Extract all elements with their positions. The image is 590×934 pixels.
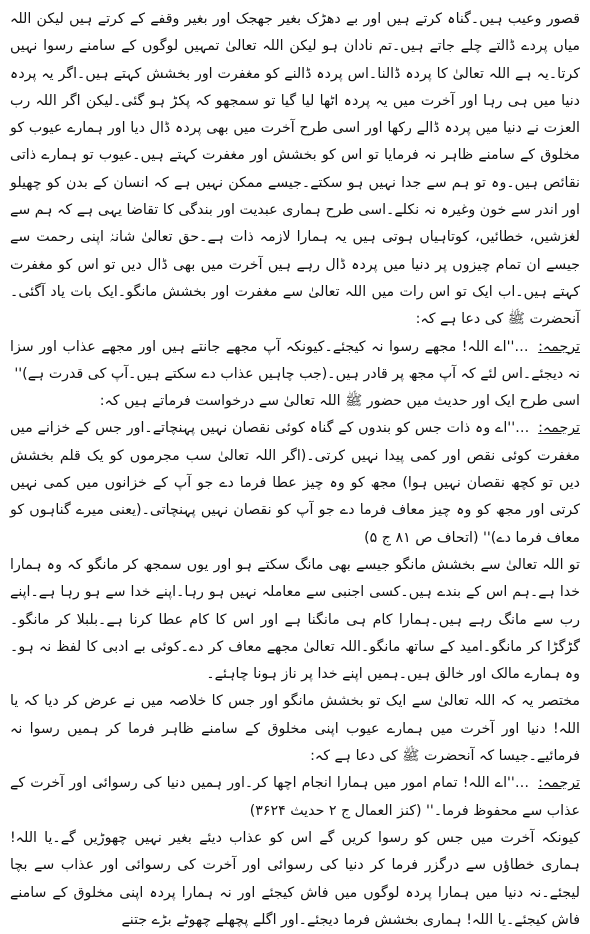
translation-text: …''اے اللہ! تمام امور میں ہمارا انجام اچھا کر۔اور ہمیں دنیا کی رسوائی اور آخرت کے عذاب سے محفوظ فرما۔'' (کنز العمال ج ۲ حدیث ۳۶۲۴) bbox=[10, 775, 580, 819]
paragraph-5: کیونکہ آخرت میں جس کو رسوا کریں گے اس کو عذاب دیئے بغیر نہیں چھوڑیں گے۔یا اللہ! ہماری خطاؤں سے درگزر فرما کر دنیا کی رسوائی اور آخرت کی رسوائی اور عذاب سے بچا لیجئے۔نہ دنیا میں ہمارا پردہ لوگوں میں فاش کیجئے اور نہ ہمارا پردہ اپنی مخلوق کے سامنے فاش کیجئے۔یا اللہ! ہماری بخشش فرما دیجئے۔اور اگلے پچھلے چھوٹے بڑے جتنے bbox=[10, 829, 580, 928]
paragraph-1: قصور وعیب ہیں۔گناہ کرتے ہیں اور بے دھڑک بغیر جھجک اور بغیر وقفے کے کرتے ہیں لیکن اللہ میاں پردے ڈالتے چلے جاتے ہیں۔تم نادان ہو لیکن اللہ تعالیٰ تمہیں لوگوں کے سامنے رسوا نہیں کرتا۔یہ ہے اللہ تعالیٰ کا پردہ ڈالنا۔اس پردہ ڈالنے کو مغفرت اور بخشش کہتے ہیں۔اگر یہ پردہ دنیا میں ہی رہا اور آخرت میں یہ پردہ اٹھا لیا گیا تو سمجھو کہ پکڑ ہو گئی۔لیکن اگر اللہ رب العزت نے دنیا میں پردہ ڈالے رکھا اور اسی طرح آخرت میں بھی پردہ ڈال دیا اور ہمارے عیوب کو مخلوق کے سامنے ظاہر نہ فرمایا تو اس کو بخشش اور مغفرت کہتے ہیں۔عیوب تو ہمارے ذاتی نقائص ہیں۔وہ تو ہم سے جدا نہیں ہو سکتے۔جیسے ممکن نہیں ہے کہ انسان کے بدن کو چھیلو اور اندر سے خون وغیرہ نہ نکلے۔اسی طرح ہماری عبدیت اور بندگی کا تقاضا یہی ہے کہ ہم سے لغزشیں، خطائیں، کوتاہیاں ہوتی ہیں یہ ہمارا لازمہ ذات ہے۔حق تعالیٰ شانہٗ اپنی رحمت سے جیسے ان تمام چیزوں پر دنیا میں پردہ ڈال رہے ہیں آخرت میں بھی ڈال دیں تو اس کو مغفرت کہتے ہیں۔اب ایک تو اس رات میں اللہ تعالیٰ سے مغفرت اور بخشش مانگو۔ایک بات یاد آگئی۔آنحضرت ﷺ کی دعا ہے کہ: bbox=[10, 11, 580, 328]
translation-text: …''اے اللہ! مجھے رسوا نہ کیجئے۔کیونکہ آپ مجھے جانتے ہیں اور مجھے عذاب اور سزا نہ دیجئے۔اس لئے کہ آپ مجھ پر قادر ہیں۔(جب چاہیں عذاب دے سکتے ہیں۔آپ کی قدرت ہے)'' bbox=[10, 338, 580, 382]
paragraph-2: اسی طرح ایک اور حدیث میں حضور ﷺ اللہ تعالیٰ سے درخواست فرماتے ہیں کہ: bbox=[99, 393, 580, 410]
translation-text: …''اے وہ ذات جس کو بندوں کے گناہ کوئی نقصان نہیں پہنچاتے۔اور جس کے خزانے میں مغفرت کوئی نقص اور کمی پیدا نہیں کرتی۔(اگر اللہ تعالیٰ سب مجرموں کو یک قلم بخشش دیں تو کچھ نقصان نہیں ہوا) مجھ کو وہ چیز عطا فرما دے جو آپ کے خزانوں میں کمی نہیں کرتی اور مجھ کو وہ چیز معاف فرما دے جو آپ کو نقصان نہیں پہنچاتی۔(یعنی میرے گناہوں کو معاف فرما دے)'' (اتحاف ص ۸۱ ج ۵) bbox=[10, 420, 580, 546]
translation-label: ترجمہ: bbox=[538, 775, 580, 792]
translation-label: ترجمہ: bbox=[538, 338, 580, 355]
translation-1 bbox=[10, 334, 580, 389]
paragraph-4: مختصر یہ کہ اللہ تعالیٰ سے ایک تو بخشش مانگو اور جس کا خلاصہ میں نے عرض کر دیا کہ یا اللہ! دنیا اور آخرت میں ہمارے عیوب اپنی مخلوق کے سامنے ظاہر فرما کر ہمیں رسوا نہ فرمائیے۔جیسا کہ آنحضرت ﷺ کی دعا ہے کہ: bbox=[10, 693, 580, 765]
translation-2 bbox=[10, 415, 580, 551]
translation-3 bbox=[10, 770, 580, 825]
paragraph-3: تو اللہ تعالیٰ سے بخشش مانگو جیسے بھی مانگ سکتے ہو اور یوں سمجھ کر مانگو کہ وہ ہمارا خدا ہے۔ہم اس کے بندے ہیں۔کسی اجنبی سے معاملہ نہیں ہو رہا۔اپنے خدا سے ہو رہا ہے۔اپنے رب سے مانگ رہے ہیں۔ہمارا کام ہی مانگنا ہے اور اس کا کام عطا کرنا ہے۔بلبلا کر مانگو۔گڑگڑا کر مانگو۔امید کے ساتھ مانگو۔اللہ تعالیٰ مجھے معاف کر دے۔کوئی بے ادبی کا لفظ نہ ہو۔وہ ہمارے مالک اور خالق ہیں۔ہمیں اپنے خدا پر ناز ہونا چاہئے۔ bbox=[10, 556, 580, 683]
translation-label: ترجمہ: bbox=[538, 420, 580, 437]
